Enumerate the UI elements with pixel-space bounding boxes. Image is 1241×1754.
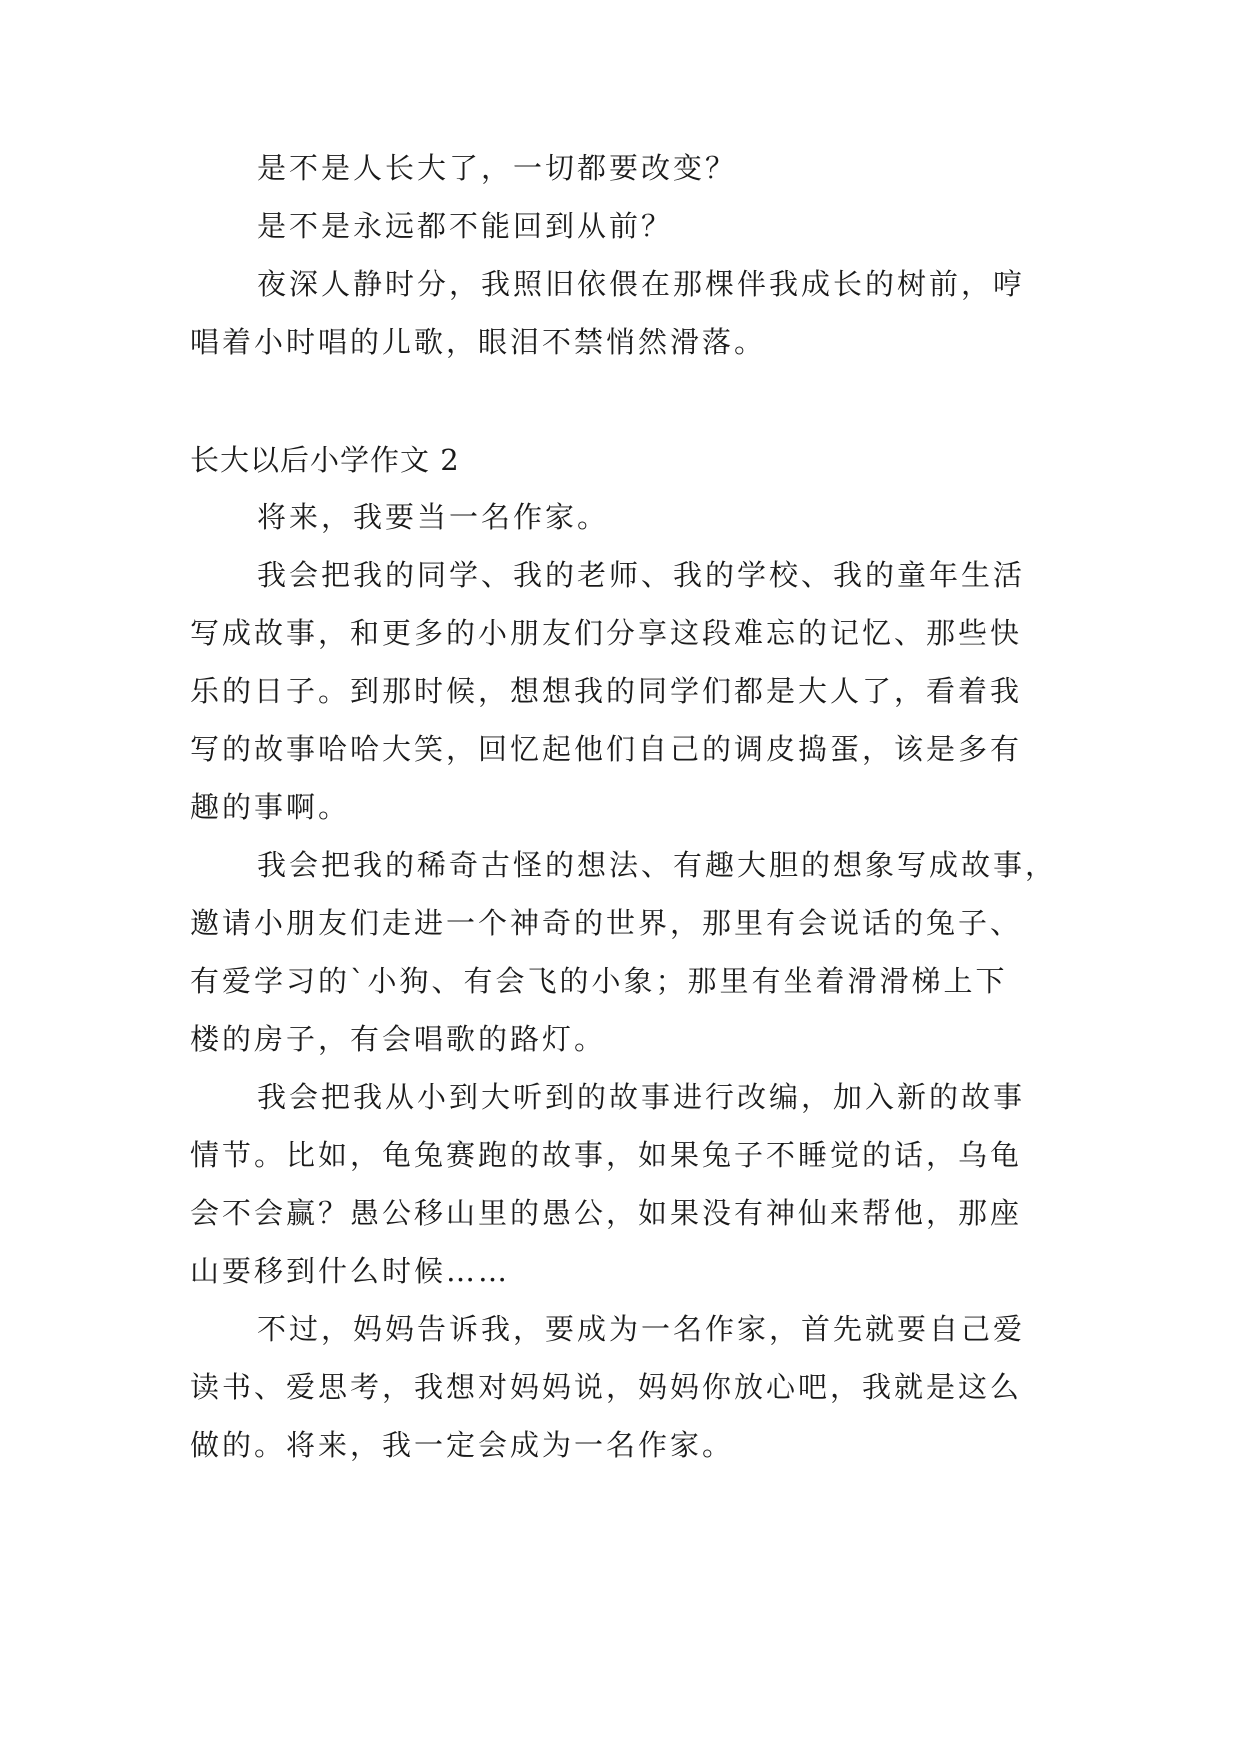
essay2-paragraph-4-line: 会不会赢？愚公移山里的愚公，如果没有神仙来帮他，那座 (190, 1196, 1023, 1230)
essay2-paragraph-2-line: 写的故事哈哈大笑，回忆起他们自己的调皮捣蛋，该是多有 (190, 732, 1023, 766)
essay2-title: 长大以后小学作文 2 (190, 443, 460, 477)
essay1-paragraph-3-line-2: 唱着小时唱的儿歌，眼泪不禁悄然滑落。 (190, 325, 767, 359)
essay2-paragraph-4-line: 山要移到什么时候…… (190, 1254, 511, 1288)
essay2-paragraph-2-line: 我会把我的同学、我的老师、我的学校、我的童年生活 (257, 558, 1026, 592)
essay2-paragraph-3-line: 我会把我的稀奇古怪的想法、有趣大胆的想象写成故事， (257, 848, 1058, 882)
essay2-paragraph-3-line: 有爱学习的`小狗、有会飞的小象；那里有坐着滑滑梯上下 (190, 964, 1008, 998)
essay2-paragraph-5-line: 读书、爱思考，我想对妈妈说，妈妈你放心吧，我就是这么 (190, 1370, 1023, 1404)
essay2-paragraph-5-line: 做的。将来，我一定会成为一名作家。 (190, 1428, 735, 1462)
essay2-paragraph-4-line: 我会把我从小到大听到的故事进行改编，加入新的故事 (257, 1080, 1026, 1114)
essay1-paragraph-1: 是不是人长大了，一切都要改变？ (257, 151, 738, 185)
essay2-paragraph-3-line: 邀请小朋友们走进一个神奇的世界，那里有会说话的兔子、 (190, 906, 1023, 940)
essay1-paragraph-2: 是不是永远都不能回到从前？ (257, 209, 674, 243)
essay2-paragraph-4-line: 情节。比如，龟兔赛跑的故事，如果兔子不睡觉的话，乌龟 (190, 1138, 1023, 1172)
essay2-paragraph-2-line: 写成故事，和更多的小朋友们分享这段难忘的记忆、那些快 (190, 616, 1023, 650)
essay2-paragraph-2-line: 趣的事啊。 (190, 790, 351, 824)
essay2-paragraph-2-line: 乐的日子。到那时候，想想我的同学们都是大人了，看着我 (190, 674, 1023, 708)
essay2-paragraph-5-line: 不过，妈妈告诉我，要成为一名作家，首先就要自己爱 (257, 1312, 1026, 1346)
essay1-paragraph-3-line-1: 夜深人静时分，我照旧依偎在那棵伴我成长的树前，哼 (257, 267, 1026, 301)
essay2-paragraph-3-line: 楼的房子，有会唱歌的路灯。 (190, 1022, 607, 1056)
essay2-paragraph-1: 将来，我要当一名作家。 (257, 500, 610, 534)
